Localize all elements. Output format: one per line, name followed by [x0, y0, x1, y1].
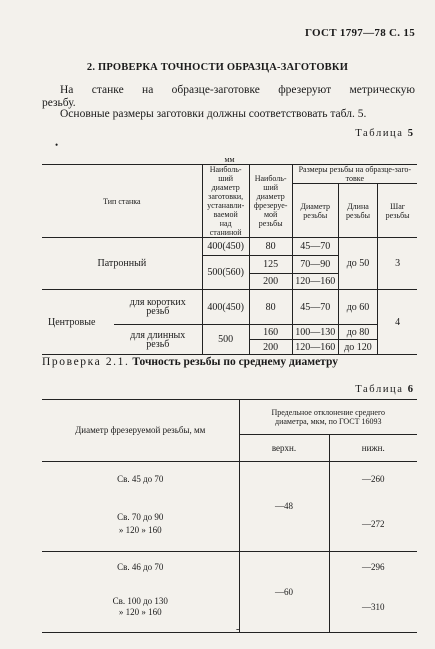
- chuck-thread-dia-2: 125: [249, 256, 292, 274]
- center-blank-2: 500: [202, 325, 249, 355]
- row-center-label: Центровые: [42, 290, 114, 355]
- center-diameter-2: 100—130: [292, 325, 338, 340]
- center-thread-dia-1: 80: [249, 290, 292, 325]
- center-pitch: 4: [378, 290, 417, 355]
- chuck-diameter-1: 45—70: [292, 238, 338, 256]
- table-6: [42, 399, 417, 633]
- t6-row-1: Св. 45 до 70: [42, 462, 239, 498]
- center-thread-dia-2: 160: [249, 325, 292, 340]
- check-title: Точность резьбы по среднему диаметру: [132, 356, 338, 368]
- chuck-diameter-2: 70—90: [292, 256, 338, 274]
- table5-caption: [355, 128, 413, 139]
- page-header: ГОСТ 1797—78 С. 15: [304, 27, 415, 39]
- center-diameter-1: 45—70: [292, 290, 338, 325]
- center-diameter-3: 120—160: [292, 340, 338, 355]
- chuck-diameter-3: 120—160: [292, 274, 338, 290]
- center-length-1: до 60: [338, 290, 377, 325]
- center-length-2: до 80: [338, 325, 377, 340]
- center-blank-1: 400(450): [202, 290, 249, 325]
- t6-row-4b: » 120 » 160: [118, 607, 162, 617]
- row-short-threads: для коротких резьб: [114, 290, 202, 325]
- header-deviation: Предельное отклонение среднего диаметра, мкм, по ГОСТ 16093: [239, 400, 417, 435]
- paragraph-2: Основные размеры заготовки должны соответствовать табл. 5.: [60, 108, 367, 120]
- header-lower: нижн.: [329, 435, 417, 462]
- chuck-length: до 50: [338, 238, 377, 290]
- check-prefix: Проверка 2.1.: [42, 356, 130, 368]
- t6-row-4: [42, 582, 239, 633]
- table5-caption-word: Таблица: [355, 128, 404, 139]
- chuck-blank-2: 500(560): [202, 256, 249, 290]
- table6-caption-number: 6: [407, 384, 413, 395]
- row-long-threads: для длинных резьб: [114, 325, 202, 355]
- chuck-thread-dia-3: 200: [249, 274, 292, 290]
- t6-row-2: [42, 497, 239, 552]
- t6-lower-3: —296: [362, 561, 385, 572]
- table-5: [42, 154, 417, 355]
- header-length: Длина резьбы: [338, 184, 377, 238]
- t6-row-4a: Св. 100 до 130: [112, 596, 168, 606]
- header-thread-sizes: Размеры резьбы на образце-заго- товке: [292, 165, 417, 184]
- center-length-3: до 120: [338, 340, 377, 355]
- t6-upper-2: —60: [239, 552, 329, 633]
- center-thread-dia-3: 200: [249, 340, 292, 355]
- chuck-blank-1: 400(450): [202, 238, 249, 256]
- t6-lower-2: —272: [329, 497, 417, 552]
- header-diameter: Диаметр резьбы: [292, 184, 338, 238]
- chuck-pitch: 3: [378, 238, 417, 290]
- header-pitch: Шаг резьбы: [378, 184, 417, 238]
- table5-caption-number: 5: [407, 128, 413, 139]
- check-2-1: [42, 356, 338, 368]
- t6-upper-1: —48: [239, 462, 329, 552]
- table6-caption: [355, 384, 413, 395]
- header-max-blank-diameter: Наиболь- ший диаметр заготовки, устанавли- ваемой над станиной: [202, 165, 249, 238]
- paragraph-1: На станке на образце-заготовке фрезеруют метрическую: [60, 84, 415, 96]
- section-title: 2. ПРОВЕРКА ТОЧНОСТИ ОБРАЗЦА-ЗАГОТОВКИ: [86, 62, 349, 73]
- table5-unit: мм: [42, 154, 417, 165]
- t6-row-2a: Св. 70 до 90: [117, 512, 164, 522]
- header-machine-type: Тип станка: [42, 165, 202, 238]
- paragraph-1-continuation: резьбу.: [42, 97, 76, 109]
- table6-caption-word: Таблица: [355, 384, 404, 395]
- page-mark: -: [236, 624, 240, 635]
- row-chuck-label: Патронный: [42, 238, 202, 290]
- header-thread-diameter: Диаметр фрезеруемой резьбы, мм: [42, 400, 239, 462]
- chuck-thread-dia-1: 80: [249, 238, 292, 256]
- t6-row-2b: » 120 » 160: [118, 525, 162, 535]
- t6-row-3: Св. 46 до 70: [42, 552, 239, 583]
- t6-lower-4: —310: [329, 582, 417, 633]
- speck: •: [55, 140, 59, 150]
- header-max-thread-diameter: Наиболь- ший диаметр фрезеруе- мой резьбы: [249, 165, 292, 238]
- header-upper: верхн.: [239, 435, 329, 462]
- t6-lower-1: —260: [362, 474, 385, 484]
